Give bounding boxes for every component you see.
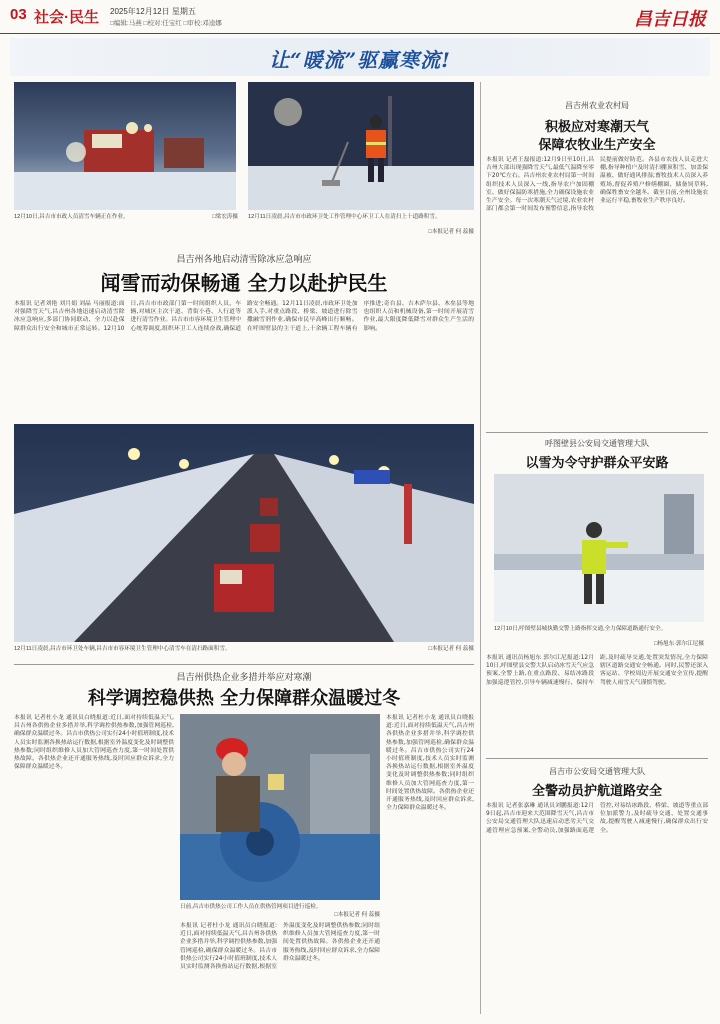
divider	[486, 432, 708, 433]
photo-credit: □杨旭东·郭尔江尼摄	[654, 641, 704, 647]
editors-line: □编辑:马燕 □校对:任宝红 □审校:邓逵娜	[110, 20, 222, 27]
section-title: 社会·民生	[34, 9, 99, 26]
column-divider	[480, 82, 481, 1014]
newspaper-logo: 昌吉日报	[634, 9, 706, 30]
masthead	[0, 0, 720, 34]
article-body-continued: 本报讯 记者杜小龙 通讯员白晓报道:近日,面对持续低温天气,昌吉州各供热企业多措并举,科学调控供热参数,加强管网巡检,确保群众温暖过冬。昌吉市供热公司实行24小时值班制度,技术人员实时监测各换热站运行数据,根据室外温度变化及时调整供热参数;同时组织维修人员加大管网巡查力度,第一时间处置供热故障。各供热企业还开通服务热线,及时回应群众诉求,全力保障群众温暖过冬。	[180, 923, 380, 971]
article-headline-2: 保障农牧业生产安全	[538, 138, 656, 153]
article-headline: 积极应对寒潮天气	[544, 120, 649, 135]
article-body: 本报讯 记者刘艳 刘月娟 刘晶 马丽报道:面对强降雪天气,昌吉州各地迅速启动清雪除冰应急响应,多部门协同联动、全力以赴保障群众出行安全和城市正常运转。12月10日,昌吉市市政部门第一时间组织人员、车辆,对城区主次干道、背街小巷、人行道等进行清雪作业。昌吉市市容环境卫生管理中心统筹调度,组织环卫工人连续奋战,确保道路安全畅通。12月11日凌晨,市政环卫处加派人手,对重点路段、桥梁、坡道进行除雪撒融雪剂作业,确保市民早高峰出行顺畅。在呼图壁县的主干道上,十余辆工程车辆有序推进;奇台县、吉木萨尔县、木垒县等地也组织人员和机械设备,第一时间开展清雪作业,最大限度降低降雪对群众生产生活的影响。	[14, 301, 474, 332]
banner-title: 让“暖流”驱赢寒流!	[269, 48, 451, 72]
photo-credit: □本报记者 何 蕊摄	[334, 912, 380, 918]
article-kicker: 昌吉州各地启动清雪除冰应急响应	[176, 255, 312, 265]
photo-traffic-officer	[494, 474, 704, 622]
photo-caption: 12月10日,呼图壁县城执勤交警上路指挥交通,全力保障道路通行安全。	[494, 626, 667, 632]
photo-heating-worker	[180, 714, 380, 900]
photo-snowplow-night	[14, 82, 236, 210]
page-number: 03	[10, 6, 27, 23]
divider	[486, 758, 708, 759]
photo-sanitation-worker	[248, 82, 474, 210]
article-body-continued: 本报讯 记者杜小龙 通讯员白晓报道:近日,面对持续低温天气,昌吉州各供热企业多措并举,科学调控供热参数,加强管网巡检,确保群众温暖过冬。昌吉市供热公司实行24小时值班制度,技术人员实时监测各换热站运行数据,根据室外温度变化及时调整供热参数;同时组织维修人员加大管网巡查力度,第一时间处置供热故障。各供热企业还开通服务热线,及时回应群众诉求,全力保障群众温暖过冬。	[386, 715, 474, 812]
divider	[14, 664, 474, 665]
photo-caption: 12月11日凌晨,昌吉市市政环卫处工作管理中心环卫工人在清扫上十道路积雪。	[248, 214, 441, 220]
article-kicker: 昌吉州供热企业多措并举应对寒潮	[176, 673, 312, 683]
page-banner	[10, 38, 710, 76]
article-kicker: 呼图壁县公安局交通管理大队	[545, 439, 649, 448]
article-kicker: 昌吉州农业农村局	[565, 101, 629, 110]
article-headline: 全警动员护航道路安全	[531, 784, 662, 799]
article-body: 本报讯 通讯员杨旭东 郭尔江尼报道:12月10日,呼图壁县交警大队启动冰雪天气应急预案,全警上路,在重点路段、易结冰路段加强巡逻管控,引导车辆减速慢行、保持车距,及时疏导交通,处置突发情况,全力保障辖区道路交通安全畅通。同时,民警还深入客运站、学校周边开展交通安全宣传,提醒驾驶人雨雪天气谨慎驾驶。	[486, 655, 708, 686]
article-body: 本报讯 记者杜小龙 通讯员白晓报道:近日,面对持续低温天气,昌吉州各供热企业多措并举,科学调控供热参数,加强管网巡检,确保群众温暖过冬。昌吉市供热公司实行24小时值班制度,技术人员实时监测各换热站运行数据,根据室外温度变化及时调整供热参数;同时组织维修人员加大管网巡查力度,第一时间处置供热故障。各供热企业还开通服务热线,及时回应群众诉求,全力保障群众温暖过冬。	[14, 715, 174, 771]
photo-caption: 12月10日,昌吉市市政人员清雪车辆正在作业。	[14, 214, 129, 220]
article-headline: 科学调控稳供热 全力保障群众温暖过冬	[87, 688, 401, 709]
photo-credit: □本报记者 何 蕊摄	[428, 229, 474, 235]
article-body: 本报讯 记者张嘉琳 通讯员刘鹏报道:12月9日起,昌吉市迎来大范围降雪天气,昌吉市公安局交通管理大队迅速启动恶劣天气交通管理应急预案,全警动员,加强路面巡逻管控,对易结冰路段、桥梁、坡道等重点部位加派警力,及时疏导交通、处置交通事故,提醒驾驶人减速慢行,确保群众出行安全。	[486, 803, 708, 834]
photo-credit: □本报记者 何 蕊摄	[428, 646, 474, 652]
article-kicker: 昌吉市公安局交通管理大队	[549, 767, 645, 776]
article-headline: 闻雪而动保畅通 全力以赴护民生	[100, 271, 388, 295]
photo-caption: 日前,昌吉市供热公司工作人员在供热管网项目进行巡检。	[180, 904, 322, 910]
photo-caption: 12月11日凌晨,昌吉市环卫处车辆,昌吉市市容环境卫生管理中心清雪车在清扫路面积雪。	[14, 646, 231, 652]
photo-road-trucks	[14, 424, 474, 642]
article-headline: 以雪为令守护群众平安路	[525, 456, 669, 471]
photo-credit: □梁宏涛摄	[212, 214, 238, 220]
article-body: 本报讯 记者王磊报道:12月9日至10日,昌吉州大部出现强降雪天气,最低气温降至零下20℃左右。昌吉州农业农村局第一时间组织技术人员深入一线,指导农户加固棚室、做好保温防寒措施,全力确保设施农业生产安全。每一次寒潮天气过境,农业农村部门都会第一时间发布预警信息,指导农牧民提前做好防范。各县市农技人员走进大棚,指导种植户及时清扫棚顶积雪、加盖保温被、做好通风排湿;畜牧技术人员深入养殖场,督促养殖户修缮棚圈、储备饲草料,确保牲畜安全越冬。截至目前,全州设施农业运行平稳,畜牧业生产秩序良好。	[486, 157, 708, 213]
issue-date: 2025年12月12日 星期五	[110, 7, 196, 16]
